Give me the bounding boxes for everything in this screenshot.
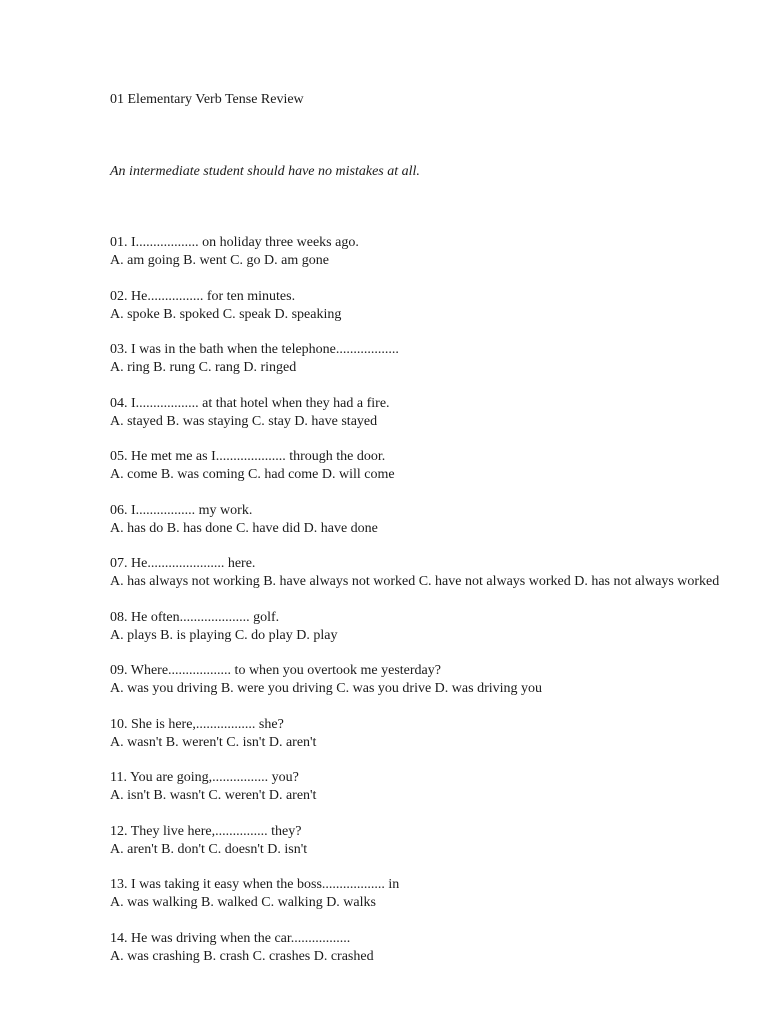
question-prompt: 10. She is here,................. she? [110,716,284,732]
question-prompt: 06. I................. my work. [110,502,253,518]
question-item [110,448,768,502]
question-item [110,502,768,556]
question-prompt: 12. They live here,............... they? [110,823,302,839]
question-prompt: 14. He was driving when the car................. [110,930,351,946]
question-options: A. was crashing B. crash C. crashes D. crashed [110,948,374,964]
question-options: A. am going B. went C. go D. am gone [110,253,329,268]
question-item [110,555,768,609]
question-options: A. spoke B. spoked C. speak D. speaking [110,306,342,322]
question-options: A. stayed B. was staying C. stay D. have stayed [110,413,378,429]
question-item [110,234,768,288]
question-prompt: 04. I.................. at that hotel when they had a fire. [110,395,390,411]
question-options: A. wasn't B. weren't C. isn't D. aren't [110,734,317,750]
question-item [110,288,768,342]
question-prompt: 11. You are going,................ you? [110,770,299,785]
question-prompt: 07. He...................... here. [110,556,256,571]
question-item [110,341,768,395]
question-prompt: 13. I was taking it easy when the boss.................. in [110,877,400,892]
document-title: 01 Elementary Verb Tense Review [110,92,304,107]
question-prompt: 09. Where.................. to when you overtook me yesterday? [110,663,441,678]
question-item [110,876,768,930]
question-options: A. ring B. rung C. rang D. ringed [110,360,297,375]
question-item [110,662,768,716]
question-item [110,716,768,770]
question-options: A. was walking B. walked C. walking D. walks [110,895,376,910]
question-list [110,234,768,983]
question-options: A. plays B. is playing C. do play D. play [110,627,338,643]
question-item [110,930,768,984]
question-item [110,823,768,877]
question-options: A. aren't B. don't C. doesn't D. isn't [110,841,308,857]
document-subtitle: An intermediate student should have no mistakes at all. [110,164,420,179]
question-prompt: 03. I was in the bath when the telephone.................. [110,342,399,357]
question-item [110,769,768,823]
question-options: A. was you driving B. were you driving C. was you drive D. was driving you [110,681,543,696]
question-options: A. isn't B. wasn't C. weren't D. aren't [110,788,317,803]
question-prompt: 01. I.................. on holiday three weeks ago. [110,235,359,250]
question-item [110,395,768,449]
question-prompt: 02. He................ for ten minutes. [110,288,296,304]
question-prompt: 08. He often.................... golf. [110,609,280,625]
question-options: A. come B. was coming C. had come D. will come [110,467,395,482]
question-prompt: 05. He met me as I.................... through the door. [110,449,386,464]
question-item [110,609,768,663]
question-options: A. has do B. has done C. have did D. have done [110,520,378,536]
question-options: A. has always not working B. have always not worked C. have not always worked D. has not always worked [110,574,720,589]
